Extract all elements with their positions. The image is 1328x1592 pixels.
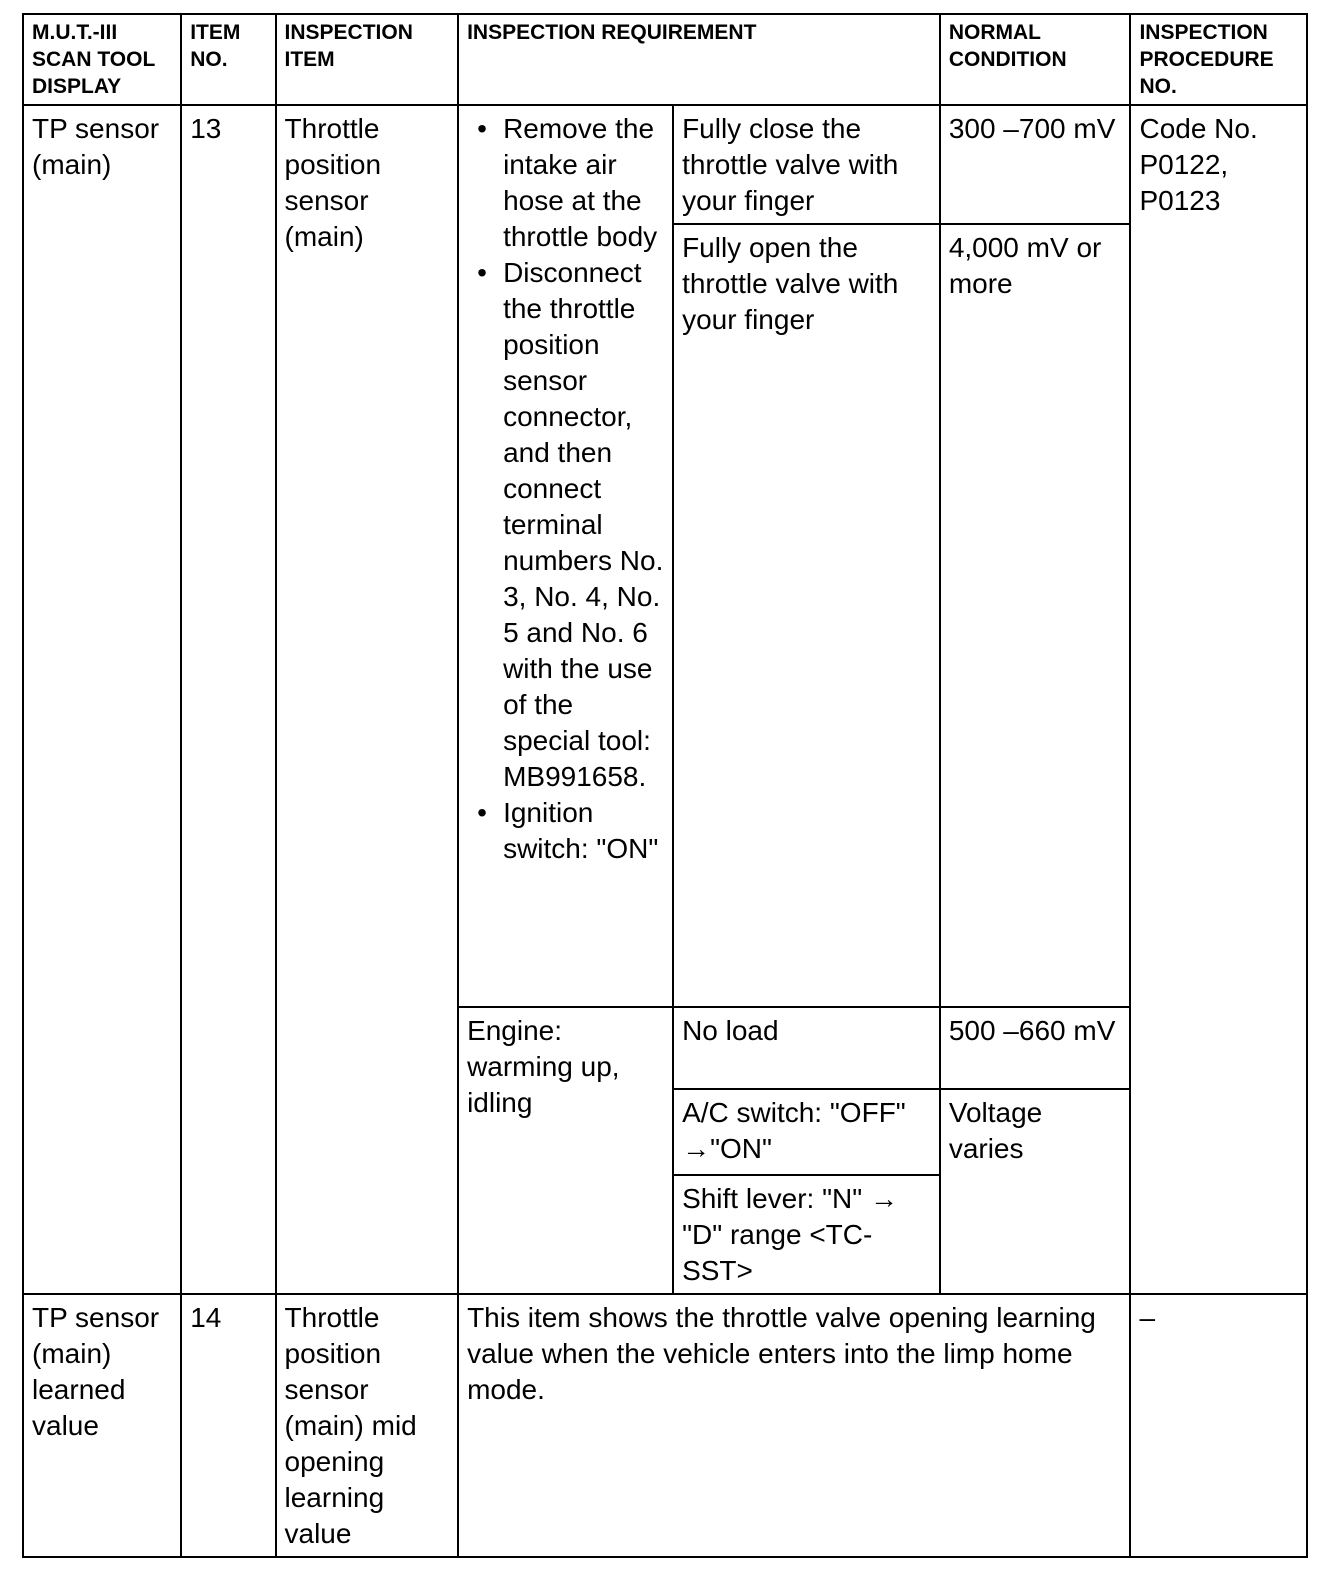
prep-steps-cell [458, 105, 673, 1007]
procedure-cell: – [1130, 1294, 1307, 1557]
display-cell: TP sensor (main) learned value [23, 1294, 181, 1557]
inspection-item-cell: Throttle position sensor (main) mid opening learning value [276, 1294, 459, 1557]
item-no-cell: 13 [181, 105, 275, 1294]
list-item: • Disconnect the throttle position sensor connector, and then connect terminal numbers No. 3, No. 4, No. 5 and No. 6 with the use of the special tool: MB991658. [467, 255, 664, 795]
prep-steps-list [467, 111, 664, 867]
table-row [23, 105, 1307, 224]
condition-noload-cell: No load [673, 1007, 940, 1089]
header-item-no: ITEM NO. [181, 14, 275, 105]
header-inspection-item: INSPECTION ITEM [276, 14, 459, 105]
engine-state-cell: Engine: warming up, idling [458, 1007, 673, 1294]
display-cell: TP sensor (main) [23, 105, 181, 1294]
list-item: • Remove the intake air hose at the throttle body [467, 111, 664, 255]
header-row [23, 14, 1307, 105]
inspection-item-cell: Throttle position sensor (main) [276, 105, 459, 1294]
condition-open-cell: Fully open the throttle valve with your finger [673, 224, 940, 1007]
list-item: • Ignition switch: "ON" [467, 795, 664, 867]
header-display: M.U.T.-III SCAN TOOL DISPLAY [23, 14, 181, 105]
header-requirement: INSPECTION REQUIREMENT [458, 14, 940, 105]
condition-shift-cell: Shift lever: "N" → "D" range <TC-SST> [673, 1175, 940, 1294]
inspection-table [22, 13, 1308, 1558]
header-normal-condition: NORMAL CONDITION [940, 14, 1131, 105]
item-no-cell: 14 [181, 1294, 275, 1557]
normal-varies-cell: Voltage varies [940, 1089, 1131, 1294]
table-row [23, 1294, 1307, 1557]
condition-ac-cell: A/C switch: "OFF" →"ON" [673, 1089, 940, 1175]
requirement-cell: This item shows the throttle valve opening learning value when the vehicle enters into the limp home mode. [458, 1294, 1130, 1557]
condition-close-cell: Fully close the throttle valve with your finger [673, 105, 940, 224]
normal-noload-cell: 500 –660 mV [940, 1007, 1131, 1089]
header-procedure: INSPECTION PROCEDURE NO. [1130, 14, 1307, 105]
normal-close-cell: 300 –700 mV [940, 105, 1131, 224]
normal-open-cell: 4,000 mV or more [940, 224, 1131, 1007]
procedure-cell: Code No. P0122, P0123 [1130, 105, 1307, 1294]
